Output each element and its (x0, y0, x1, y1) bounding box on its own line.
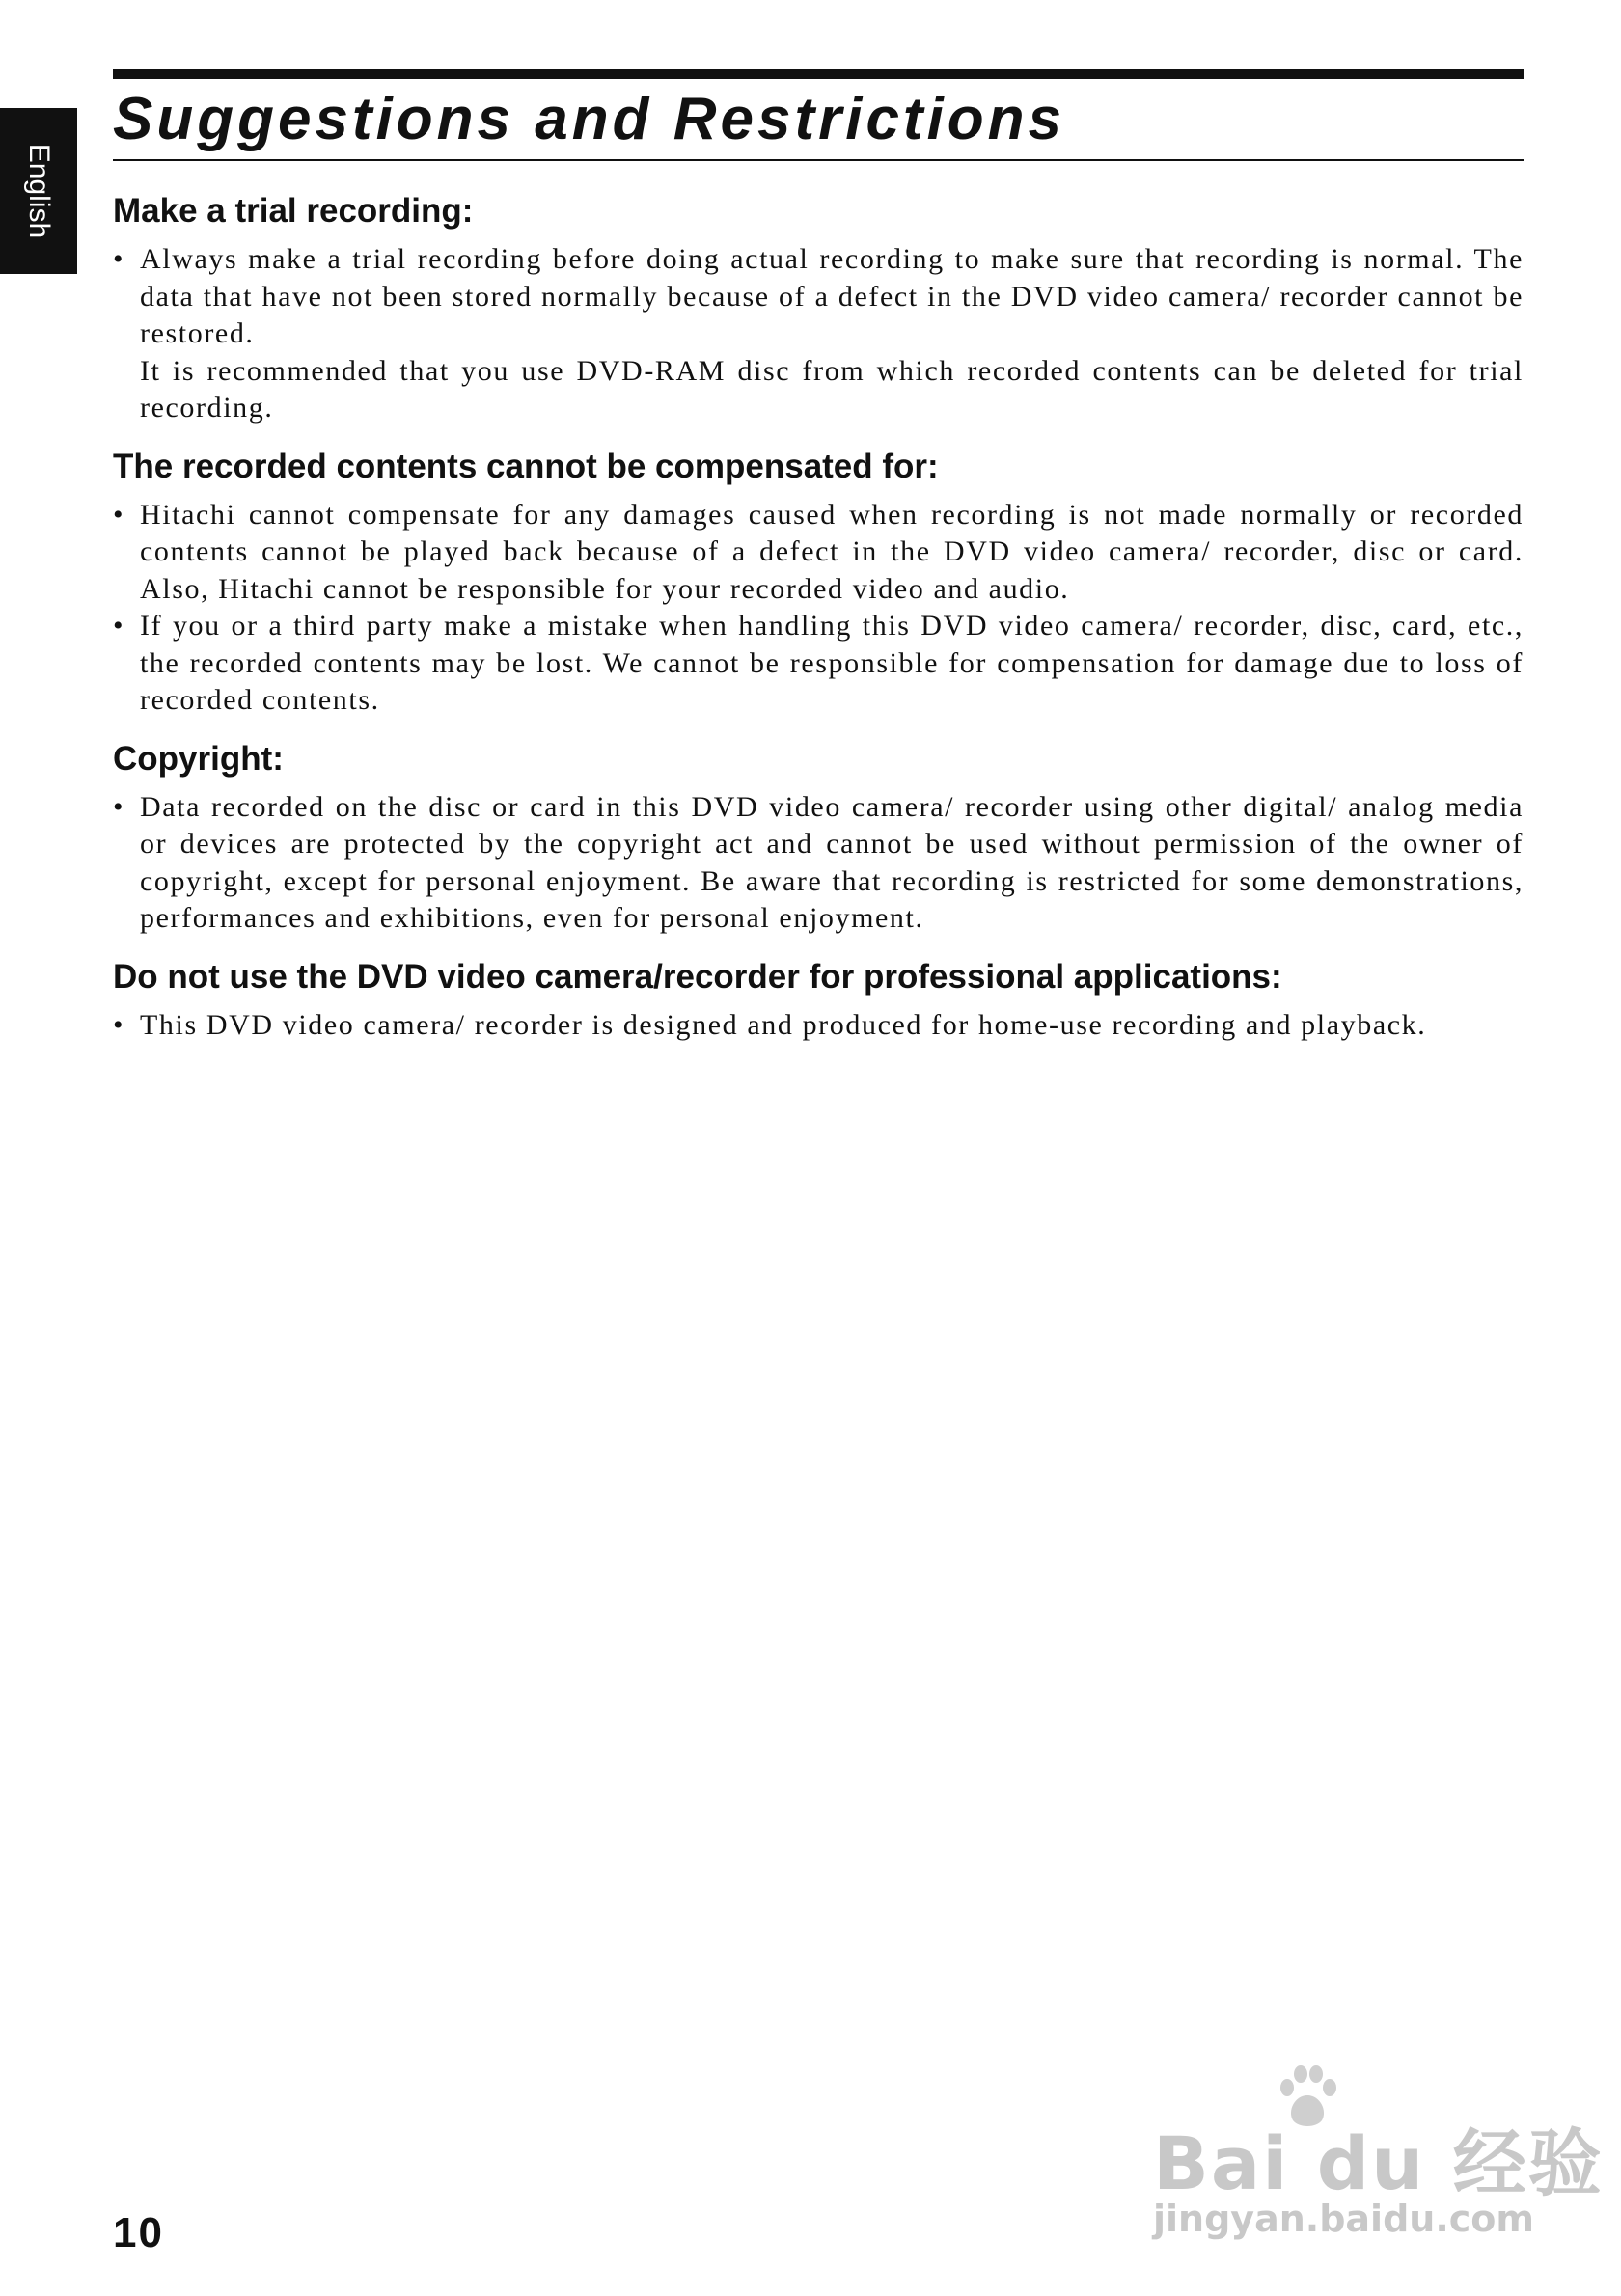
bullet-list (113, 241, 1524, 427)
bullet-list (113, 497, 1524, 720)
list-item (113, 608, 1524, 720)
section-heading: Make a trial recording: (113, 192, 474, 230)
section-copyright (113, 737, 1524, 938)
paragraph: This DVD video camera/ recorder is designed and produced for home-use recording and playback. (140, 1008, 1427, 1041)
list-item (113, 1007, 1524, 1045)
section-no-compensation (113, 445, 1524, 720)
bullet-icon: • (113, 1008, 125, 1041)
watermark-brand: Bai du 经验 (1153, 2120, 1604, 2206)
section-professional-use (113, 955, 1524, 1045)
baidu-watermark (1153, 2063, 1604, 2246)
content-area (113, 189, 1524, 1061)
page-number: 10 (113, 2209, 164, 2256)
list-item (113, 241, 1524, 427)
list-item (113, 497, 1524, 609)
bullet-list (113, 789, 1524, 938)
bullet-icon: • (113, 790, 125, 823)
section-trial-recording (113, 189, 1524, 427)
section-heading: Do not use the DVD video camera/recorder for professional applications: (113, 957, 1282, 996)
bullet-icon: • (113, 610, 125, 642)
paragraph: Always make a trial recording before doing actual recording to make sure that recording is normal. The data that have not been stored normally because of a defect in the DVD video camera/ recorder cannot be restored. (140, 243, 1524, 349)
bullet-icon: • (113, 243, 125, 275)
list-item (113, 789, 1524, 938)
section-heading: Copyright: (113, 739, 284, 778)
paragraph: Data recorded on the disc or card in this DVD video camera/ recorder using other digital/ analog media or devices are protected by the copyright act and cannot be used without permission of the owner of copyright, except for personal enjoyment. Be aware that recording is restricted for some demonstrations, performances and exhibitions, even for personal enjoyment. (140, 790, 1524, 934)
top-rule (113, 69, 1524, 79)
bullet-icon: • (113, 498, 125, 531)
section-heading: The recorded contents cannot be compensated for: (113, 447, 939, 485)
bullet-list (113, 1007, 1524, 1045)
page-title: Suggestions and Restrictions (113, 86, 1066, 152)
paragraph: If you or a third party make a mistake when handling this DVD video camera/ recorder, disc, card, etc., the recorded contents may be lost. We cannot be responsible for compensation for damage due to loss of recorded contents. (140, 610, 1524, 716)
watermark-url: jingyan.baidu.com (1153, 2198, 1534, 2240)
language-label: English (23, 143, 55, 239)
title-rule (113, 159, 1524, 161)
language-side-tab (0, 108, 77, 274)
paragraph: It is recommended that you use DVD-RAM disc from which recorded contents can be deleted for trial recording. (140, 354, 1524, 424)
paragraph: Hitachi cannot compensate for any damages caused when recording is not made normally or recorded contents cannot be played back because of a defect in the DVD video camera/ recorder, disc or card. Also, Hitachi cannot be responsible for your recorded video and audio. (140, 498, 1524, 605)
